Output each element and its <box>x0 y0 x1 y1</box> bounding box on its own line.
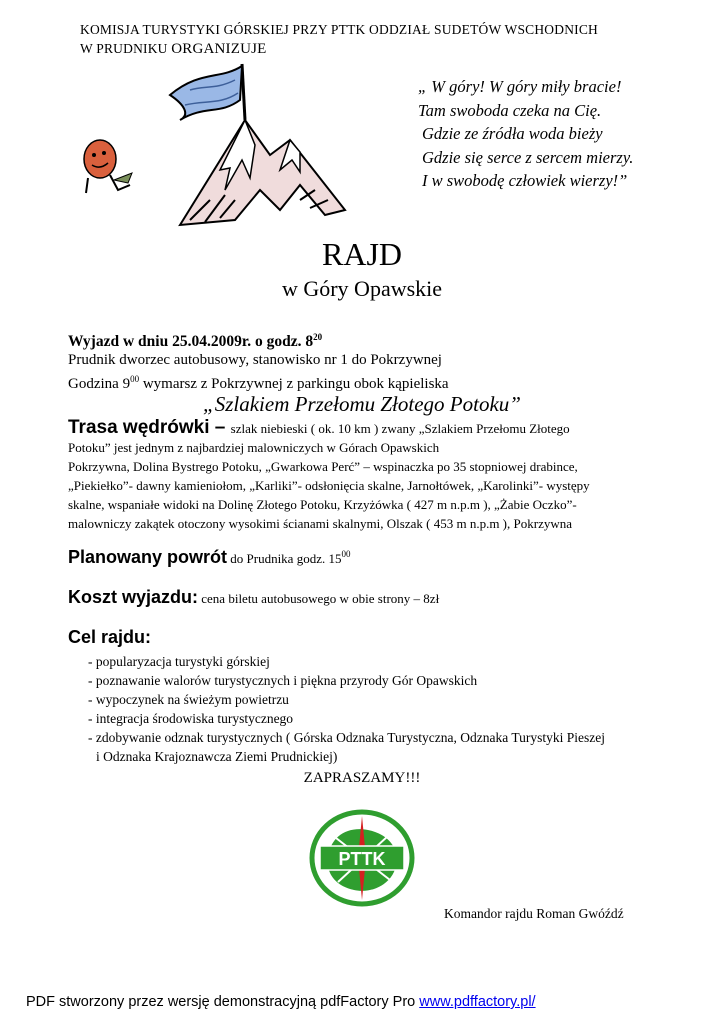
departure-start: Godzina $9^{00}$ wymarsz z Pokrzywnej z parkingu obok kąpieliska <box>68 374 449 393</box>
route-line: skalne, wspaniałe widoki na Dolinę Złotego Potoku, Krzyżówka ( 427 m n.p.m ), „Żabie Oczko”- <box>68 497 577 512</box>
list-item: - zdobywanie odznak turystycznych ( Górska Odznaka Turystyczna, Odznaka Turystyki Pieszej <box>88 730 606 745</box>
list-item: - poznawanie walorów turystycznych i piękna przyrody Gór Opawskich <box>88 673 478 688</box>
goals-heading: Cel rajdu: <box>68 627 152 647</box>
poem-line: Tam swoboda czeka na Cię. <box>418 100 602 120</box>
page-title: RAJD <box>321 236 402 272</box>
departure-place: Prudnik dworzec autobusowy, stanowisko nr 1 do Pokrzywnej <box>68 352 442 369</box>
goals-list <box>88 652 688 766</box>
invitation: ZAPRASZAMY!!! <box>303 770 421 786</box>
route-description <box>68 418 648 533</box>
route-line: malowniczy zakątek otoczony wysokimi ścianami skalnymi, Olszak ( 453 m n.p.m ), Pokrzywna <box>68 516 572 531</box>
signature: Komandor rajdu Roman Gwóźdź <box>444 906 624 921</box>
list-item: - popularyzacja turystyki górskiej <box>88 654 270 669</box>
header-line-1: KOMISJA TURYSTYKI GÓRSKIEJ PRZY PTTK ODDZIAŁ SUDETÓW WSCHODNICH <box>80 22 598 37</box>
list-item: - wypoczynek na świeżym powietrzu <box>88 692 289 707</box>
poem-line: I w swobodę człowiek wierzy!” <box>422 171 628 190</box>
organizer-header <box>80 20 680 59</box>
departure-info <box>68 328 668 394</box>
return-info: Planowany powrót do Prudnika godz. $15^{00}$ <box>68 547 351 567</box>
list-item: i Odznaka Krajoznawcza Ziemi Prudnickiej) <box>96 749 338 764</box>
route-name: „Szlakiem Przełomu Złotego Potoku” <box>203 392 521 416</box>
departure-date: Wyjazd w dniu 25.04.2009r. o godz. $8^{20}$ <box>68 332 323 351</box>
page-subtitle: w Góry Opawskie <box>281 276 443 301</box>
mountain-flag-icon <box>150 60 350 235</box>
poem-line: Gdzie się serce z sercem mierzy. <box>422 147 634 167</box>
pttk-logo <box>308 808 416 908</box>
list-item: - integracja środowiska turystycznego <box>88 711 294 726</box>
logo-text: PTTK <box>338 849 386 869</box>
cost-info: Koszt wyjazdu: cena biletu autobusowego w obie strony – 8zł <box>68 587 440 607</box>
poem <box>418 75 708 193</box>
route-line: Trasa wędrówki – szlak niebieski ( ok. 10 km ) zwany „Szlakiem Przełomu Złotego <box>68 417 570 438</box>
footer: PDF stworzony przez wersję demonstracyjną pdfFactory Pro www.pdffactory.pl/ <box>26 994 536 1010</box>
header-line-2: W PRUDNIKU ORGANIZUJE <box>80 41 267 57</box>
poem-line: Gdzie ze źródła woda bieży <box>422 124 603 143</box>
route-line: Pokrzywna, Dolina Bystrego Potoku, „Gwarkowa Perć” – wspinaczka po 35 stopniowej drabince, <box>68 459 578 474</box>
poem-line: „ W góry! W góry miły bracie! <box>418 77 622 96</box>
route-line: „Piekiełko”- dawny kamieniołom, „Karliki”- odsłonięcia skalne, Jarnołtówek, „Karolinki”- występy <box>68 478 590 493</box>
route-line: Potoku” jest jednym z najbardziej malowniczych w Górach Opawskich <box>68 440 440 455</box>
pdffactory-link[interactable]: www.pdffactory.pl/ <box>419 994 536 1010</box>
hiker-icon <box>78 135 134 197</box>
